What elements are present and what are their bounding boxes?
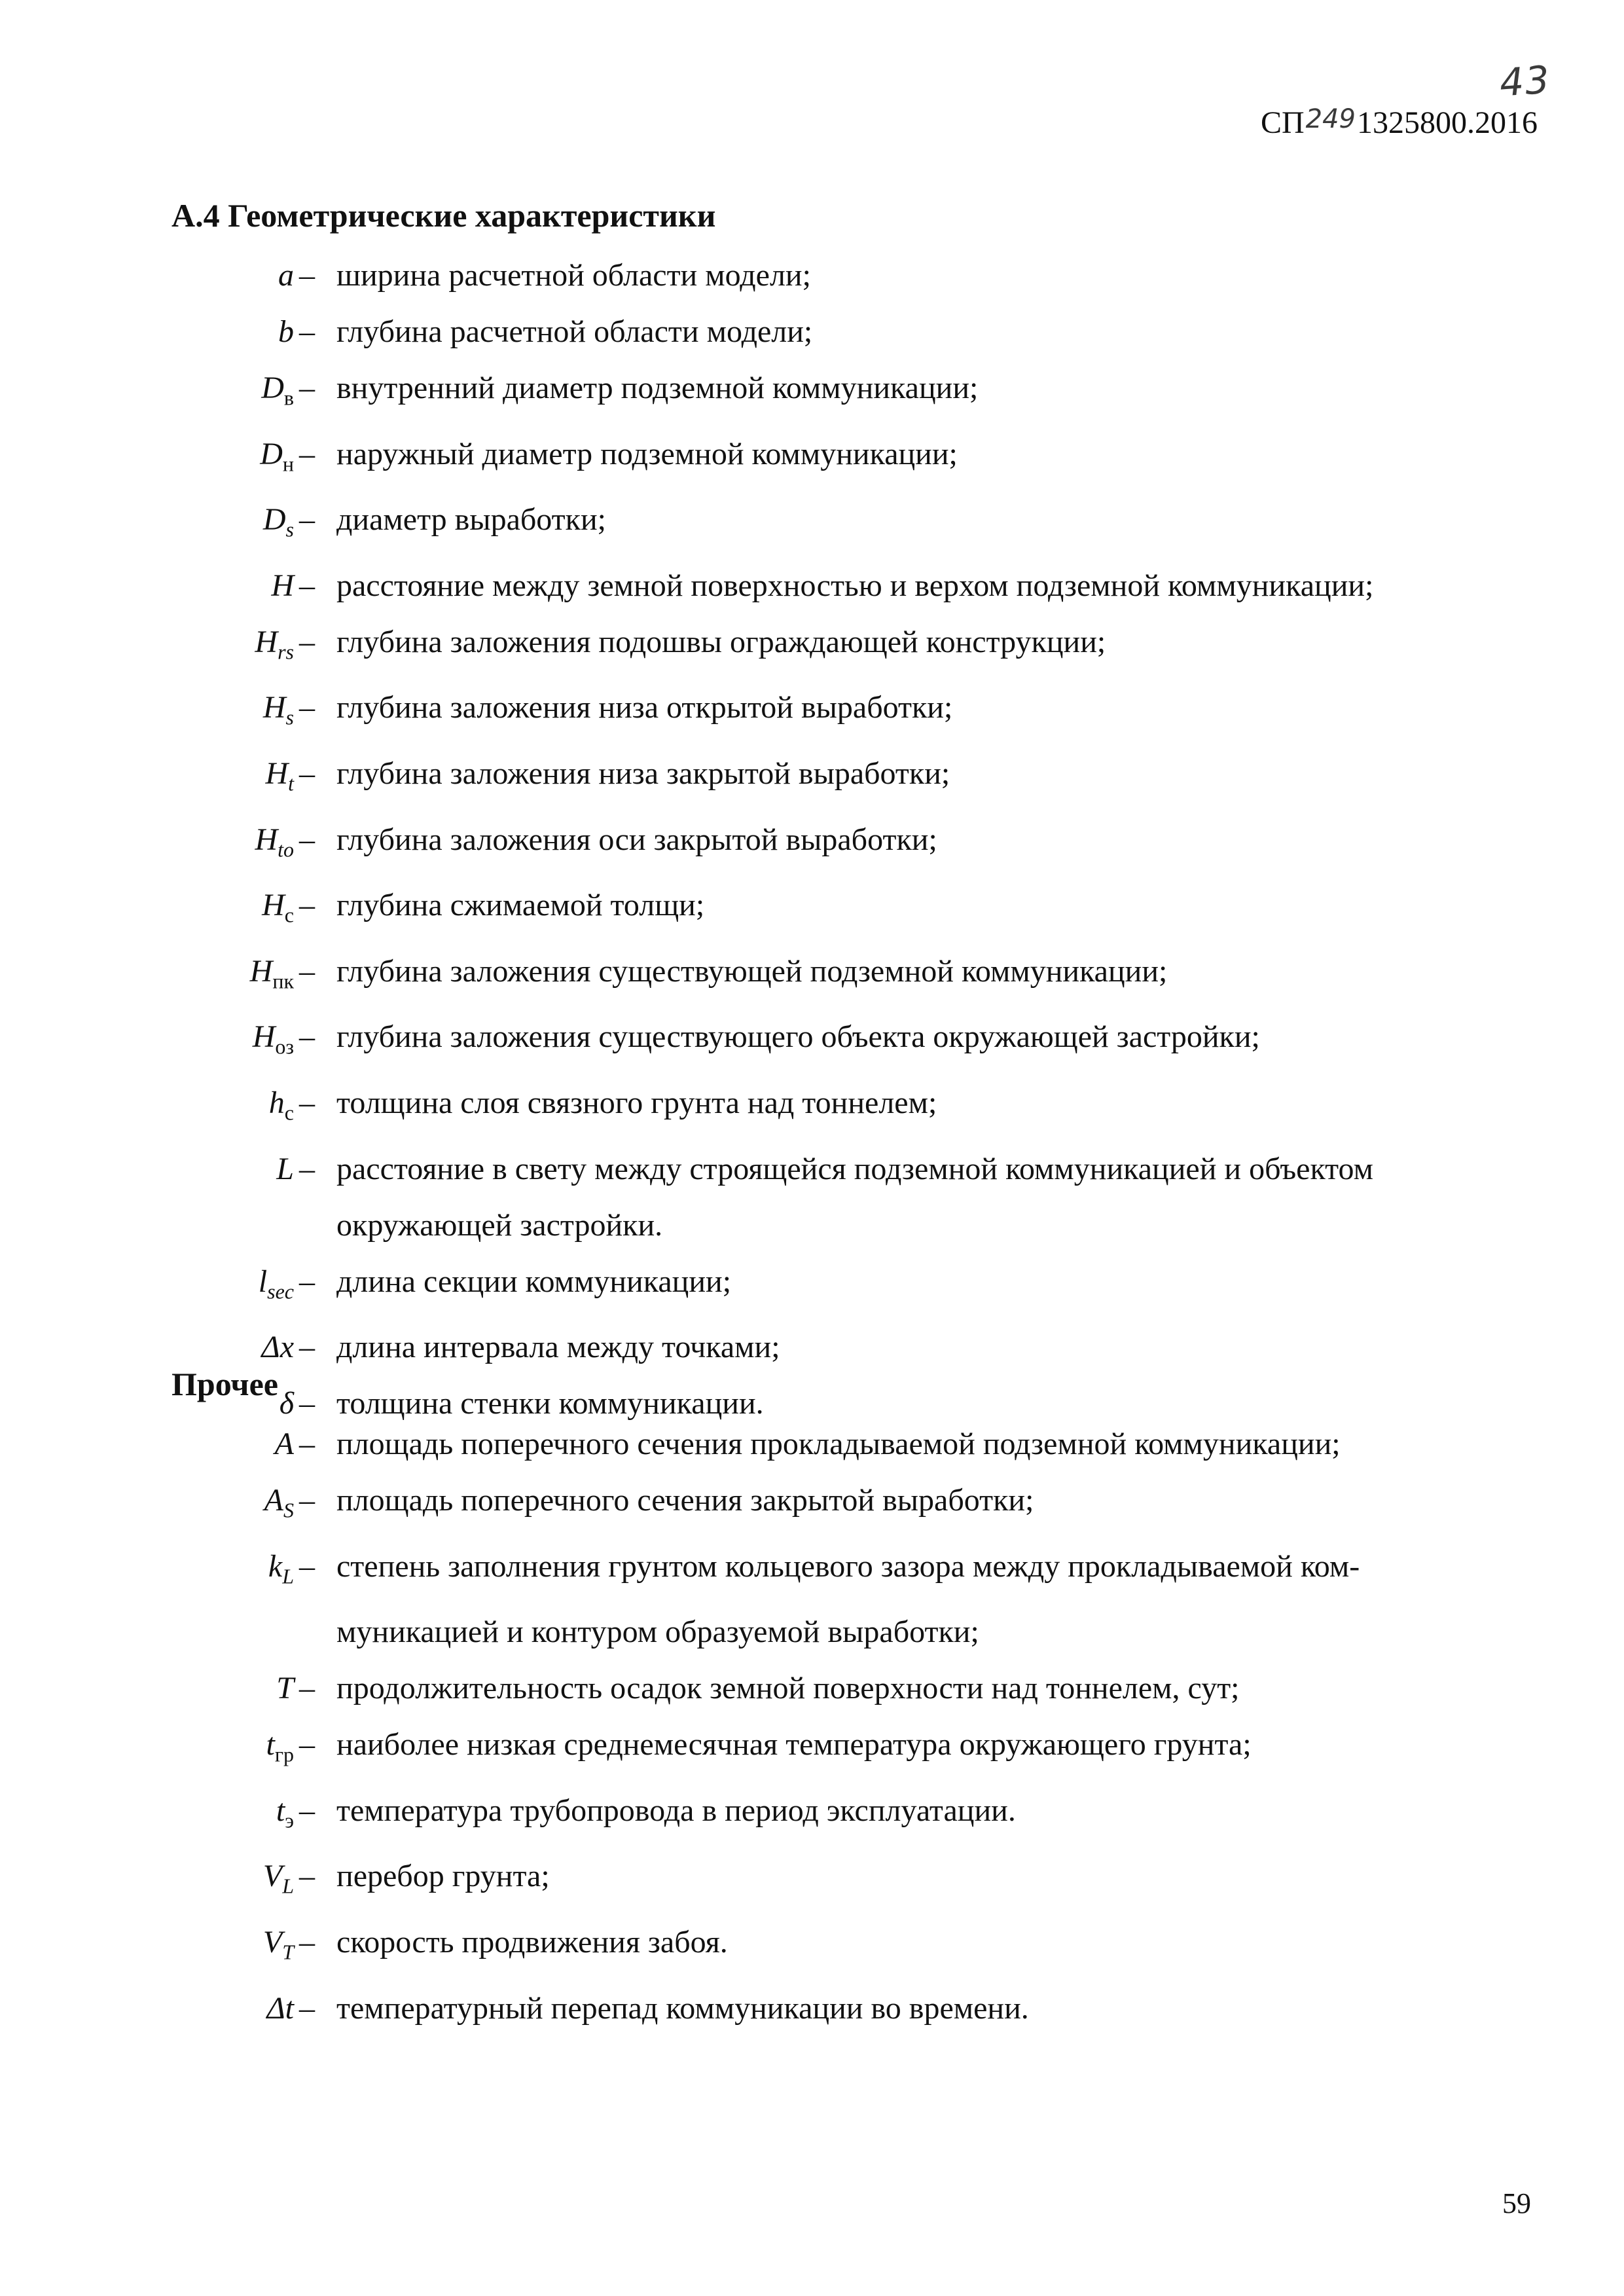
definition-symbol — [171, 1660, 299, 1717]
definition-row — [171, 1009, 1481, 1075]
symbol-base: H — [255, 624, 278, 659]
definition-dash: – — [299, 1924, 315, 1959]
definition-dash: – — [299, 756, 315, 791]
symbol-base: A — [264, 1483, 283, 1518]
symbol-base: H — [255, 822, 278, 857]
section-heading-geometry: А.4 Геометрические характеристики — [171, 197, 716, 234]
document-code — [1261, 105, 1538, 141]
definition-text: наружный диаметр подземной коммуникации; — [336, 436, 958, 471]
symbol-subscript: гр — [274, 1742, 294, 1766]
symbol-subscript: T — [282, 1940, 294, 1964]
definition-text: температурный перепад коммуникации во времени. — [336, 1990, 1029, 2026]
symbol-base: k — [268, 1548, 283, 1584]
doc-code-handwritten: 249 — [1305, 104, 1356, 134]
definition-text: степень заполнения грунтом кольцевого зазора между прокладываемой ком- — [336, 1548, 1360, 1584]
definition-row — [171, 247, 1481, 304]
symbol-subscript: в — [283, 386, 294, 410]
symbol-base: D — [262, 502, 286, 538]
definition-text: глубина сжимаемой толщи; — [336, 888, 705, 923]
definition-symbol — [171, 614, 299, 680]
definition-dash: – — [299, 1264, 315, 1299]
symbol-base: b — [278, 314, 294, 349]
definition-symbol — [171, 1717, 299, 1783]
definition-text: глубина расчетной области модели; — [336, 314, 813, 349]
definition-row — [171, 1660, 1481, 1717]
definition-row — [171, 1472, 1481, 1539]
symbol-base: δ — [279, 1386, 294, 1421]
definition-row — [171, 614, 1481, 680]
definition-symbol — [171, 360, 299, 426]
definition-row — [171, 1141, 1481, 1197]
definition-symbol — [171, 426, 299, 492]
symbol-subscript: L — [282, 1874, 294, 1898]
symbol-base: l — [258, 1264, 268, 1299]
definition-text: перебор грунта; — [336, 1859, 550, 1894]
other-definition-list — [171, 1416, 1481, 2037]
symbol-base: T — [276, 1671, 294, 1706]
definition-text: температура трубопровода в период эксплуатации. — [336, 1793, 1016, 1828]
definition-symbol — [171, 943, 299, 1010]
definition-row — [171, 360, 1481, 426]
definition-dash: – — [299, 1548, 315, 1584]
symbol-base: H — [252, 1019, 276, 1055]
symbol-subscript: L — [282, 1564, 294, 1588]
symbol-subscript: пк — [272, 969, 294, 993]
definition-dash: – — [299, 1727, 315, 1762]
symbol-subscript: to — [278, 837, 294, 862]
symbol-base: Δx — [261, 1330, 294, 1365]
definition-text: глубина заложения низа открытой выработки; — [336, 690, 953, 725]
definition-row — [171, 1980, 1481, 2037]
definition-row — [171, 426, 1481, 492]
definition-text: площадь поперечного сечения прокладываемой подземной коммуникации; — [336, 1427, 1341, 1461]
definition-symbol — [171, 1141, 299, 1197]
handwritten-page-number: 43 — [1498, 57, 1553, 105]
definition-text: площадь поперечного сечения закрытой выработки; — [336, 1483, 1034, 1518]
symbol-base: V — [262, 1859, 283, 1894]
definition-row — [171, 1848, 1481, 1914]
symbol-base: V — [262, 1924, 283, 1959]
definition-row — [171, 812, 1481, 878]
definition-symbol — [171, 1009, 299, 1075]
definition-dash: – — [299, 436, 315, 471]
definition-dash: – — [299, 314, 315, 349]
symbol-subscript: sec — [267, 1279, 294, 1303]
definition-text: расстояние между земной поверхностью и верхом подземной коммуникации; — [336, 568, 1374, 603]
symbol-subscript: н — [282, 452, 294, 476]
definition-text: глубина заложения низа закрытой выработки; — [336, 756, 950, 791]
symbol-subscript: rs — [278, 640, 294, 664]
symbol-subscript: t — [288, 771, 294, 795]
definition-text: длина секции коммуникации; — [336, 1264, 732, 1299]
page-number: 59 — [1502, 2187, 1531, 2219]
definition-symbol — [171, 558, 299, 614]
definition-dash: – — [299, 568, 315, 603]
definition-text: глубина заложения существующей подземной коммуникации; — [336, 953, 1168, 989]
definition-text: внутренний диаметр подземной коммуникации; — [336, 371, 979, 405]
definition-dash: – — [299, 953, 315, 989]
symbol-base: H — [262, 888, 285, 923]
definition-dash: – — [299, 1990, 315, 2026]
symbol-base: H — [265, 756, 289, 791]
definition-dash: – — [299, 1427, 315, 1461]
definition-dash: – — [299, 888, 315, 923]
definition-dash: – — [299, 1019, 315, 1055]
definition-symbol — [171, 492, 299, 558]
definition-dash: – — [299, 1085, 315, 1120]
definition-row — [171, 304, 1481, 360]
definition-row — [171, 680, 1481, 746]
symbol-subscript: s — [285, 705, 294, 729]
definition-dash: – — [299, 1386, 315, 1421]
symbol-base: D — [261, 371, 284, 405]
definition-text: расстояние в свету между строящейся подземной коммуникацией и объектом — [336, 1151, 1373, 1186]
symbol-subscript: c — [284, 903, 294, 927]
symbol-subscript: S — [283, 1498, 294, 1522]
definition-symbol — [171, 1783, 299, 1849]
symbol-subscript: s — [285, 517, 294, 541]
definition-symbol — [171, 1914, 299, 1980]
definition-symbol — [171, 746, 299, 812]
geometry-definition-list — [171, 247, 1481, 1432]
definition-text: глубина заложения оси закрытой выработки; — [336, 822, 937, 857]
definition-dash: – — [299, 822, 315, 857]
doc-code-prefix: СП — [1260, 105, 1305, 140]
definition-row — [171, 1717, 1481, 1783]
definition-row — [171, 492, 1481, 558]
definition-row — [171, 1783, 1481, 1849]
definition-dash: – — [299, 1483, 315, 1518]
symbol-base: Δt — [266, 1990, 294, 2026]
symbol-base: H — [271, 568, 294, 603]
definition-row — [171, 558, 1481, 614]
definition-symbol — [171, 877, 299, 943]
doc-code-suffix: 1325800.2016 — [1357, 105, 1538, 140]
symbol-base: H — [249, 953, 273, 989]
definition-text: наиболее низкая среднемесячная температура окружающего грунта; — [336, 1727, 1252, 1762]
definition-row — [171, 746, 1481, 812]
definition-dash: – — [299, 371, 315, 405]
definition-text: ширина расчетной области модели; — [336, 258, 811, 293]
definition-row — [171, 1416, 1481, 1472]
definition-text: толщина стенки коммуникации. — [336, 1386, 764, 1421]
definition-dash: – — [299, 502, 315, 538]
definition-symbol — [171, 1539, 299, 1605]
definition-row — [171, 1319, 1481, 1376]
definition-row — [171, 1075, 1481, 1141]
definition-dash: – — [299, 1330, 315, 1365]
definition-dash: – — [299, 1671, 315, 1706]
definition-symbol — [171, 1848, 299, 1914]
definition-row — [171, 1254, 1481, 1320]
definition-dash: – — [299, 1151, 315, 1186]
symbol-base: D — [260, 436, 283, 471]
definition-row — [171, 943, 1481, 1010]
symbol-base: t — [276, 1793, 285, 1828]
definition-text: глубина заложения существующего объекта окружающей застройки; — [336, 1019, 1260, 1055]
definition-symbol — [171, 247, 299, 304]
definition-text: глубина заложения подошвы ограждающей конструкции; — [336, 624, 1106, 659]
symbol-base: L — [276, 1151, 294, 1186]
definition-text: длина интервала между точками; — [336, 1330, 780, 1365]
symbol-base: H — [262, 690, 286, 725]
definition-text-continuation: окружающей застройки. — [336, 1207, 663, 1243]
definition-text: толщина слоя связного грунта над тоннелем; — [336, 1085, 937, 1120]
definition-symbol — [171, 680, 299, 746]
definition-text: продолжительность осадок земной поверхности над тоннелем, сут; — [336, 1671, 1240, 1706]
definition-symbol — [171, 812, 299, 878]
definition-symbol — [171, 1416, 299, 1472]
definition-text: диаметр выработки; — [336, 502, 606, 538]
symbol-base: a — [278, 258, 294, 293]
symbol-subscript: c — [284, 1101, 294, 1125]
definition-symbol — [171, 1075, 299, 1141]
definition-dash: – — [299, 1859, 315, 1894]
definition-symbol — [171, 304, 299, 360]
symbol-subscript: э — [285, 1808, 294, 1832]
definition-row — [171, 877, 1481, 943]
symbol-base: h — [268, 1085, 285, 1120]
symbol-base: A — [274, 1427, 294, 1461]
definition-symbol — [171, 1980, 299, 2037]
definition-row — [171, 1539, 1481, 1605]
symbol-subscript: оз — [275, 1034, 294, 1059]
definition-text: скорость продвижения забоя. — [336, 1924, 728, 1959]
definition-symbol — [171, 1472, 299, 1539]
section-heading-other: Прочее — [171, 1366, 278, 1402]
definition-dash: – — [299, 258, 315, 293]
definition-dash: – — [299, 690, 315, 725]
symbol-base: t — [266, 1727, 275, 1762]
definition-dash: – — [299, 624, 315, 659]
definition-text-continuation: муникацией и контуром образуемой выработки; — [336, 1614, 979, 1650]
definition-row — [171, 1914, 1481, 1980]
definition-symbol — [171, 1254, 299, 1320]
definition-dash: – — [299, 1793, 315, 1828]
